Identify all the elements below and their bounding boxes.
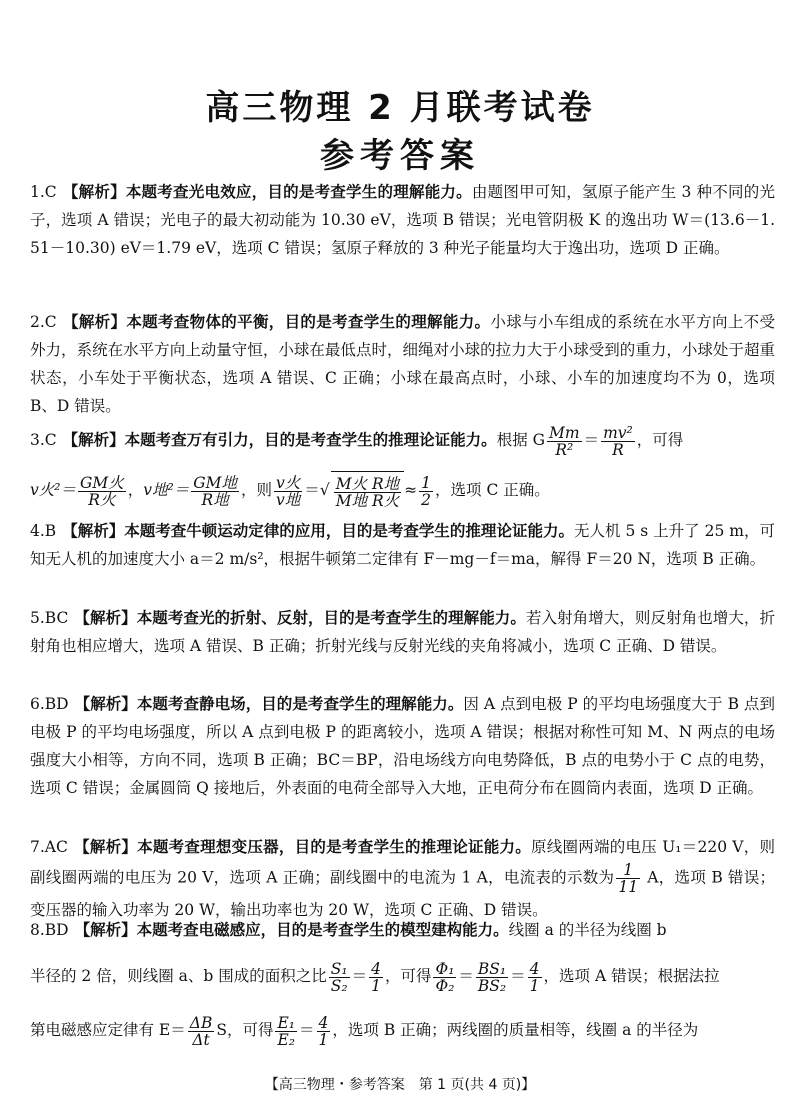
answer-body: 原线圈两端的电压 U₁＝220 V，则副线圈两端的电压为 20 V，选项 A 正确；副线圈中的电流为 1 A，电流表的示数为 (30, 838, 775, 887)
answer-body: 小球与小车组成的系统在水平方向上不受外力，系统在水平方向上动量守恒，小球在最低点时，细绳对小球的拉力大于小球受到的重力，小球处于超重状态，小车处于平衡状态，选项 A 错误、C 正确；小球在最高点时，小球、小车的加速度均不为 0，选项 B、D 错误。 (30, 313, 775, 415)
answer-2 (30, 308, 775, 420)
analysis-tag: 【解析】 (62, 183, 126, 201)
equals-sign: ＝ (583, 431, 600, 449)
fraction: $\frac{4}{1}$ (529, 959, 540, 995)
fraction: $\frac{\Delta B}{\Delta t}$ (189, 1013, 213, 1049)
answer-lead: 本题考查光的折射、反射，目的是考查学生的理解能力。 (136, 609, 526, 627)
answer-number: 7.AC (30, 838, 68, 856)
page-title: 高三物理 2 月联考试卷 (205, 88, 595, 128)
fraction: $\frac{\text{v火}}{\text{v地}}$ (276, 473, 301, 509)
answer-5 (30, 604, 775, 660)
fraction: $\frac{\text{mv²}}{R}$ (603, 423, 633, 459)
answer-body: 因 A 点到电极 P 的平均电场强度大于 B 点到电极 P 的平均电场强度，所以 A 点到电极 P 的距离较小，选项 A 错误；根据对称性可知 M、N 两点的电场强度大小相等，方向不同，选项 B 正确；BC＝BP，沿电场线方向电势降低，B 点的电势小于 C 点的电势，选项 C 错误；金属圆筒 Q 接地后，外表面的电荷全部导入大地，正电荷分布在圆筒内表面，选项 D 正确。 (30, 695, 775, 797)
answer-number: 5.BC (30, 609, 69, 627)
answer-3-formula: v火²＝ $\frac{\text{GM火}}{\text{R火}}$ ，v地²＝ $\frac{\text{GM地}}{\text{R地}}$ ，则 $\frac{\text{v火}}{\text{v地}}$ ＝√ $\frac{\text{M火 R地}}{\text{M地 R火}}$ ≈ $\frac{1}{2}$ ，选项 C 正确。 (30, 470, 775, 512)
answer-lead: 本题考查牛顿运动定律的应用，目的是考查学生的推理论证能力。 (124, 522, 574, 540)
answer-1 (30, 178, 775, 262)
answer-8-line3 (30, 1010, 775, 1050)
fraction: $\frac{1}{2}$ (421, 473, 432, 509)
equals-sign: ＝ (304, 481, 320, 499)
fraction: $\frac{4}{1}$ (371, 959, 381, 995)
analysis-tag: 【解析】 (62, 313, 127, 331)
answer-body: ，选项 A 错误；根据法拉 (543, 967, 720, 985)
equals-sign: ＝ (510, 967, 526, 985)
answer-body: 根据 G (496, 431, 545, 449)
approx-sign: ≈ (404, 481, 418, 499)
answer-7 (30, 832, 775, 925)
fraction: $\frac{4}{1}$ (318, 1013, 329, 1049)
answer-4 (30, 517, 775, 573)
fraction: $\frac{\text{E₁}}{\text{E₂}}$ (277, 1013, 295, 1049)
answer-number: 8.BD (30, 921, 69, 939)
answer-body: 半径的 2 倍，则线圈 a、b 围成的面积之比 (30, 967, 327, 985)
answer-lead: 本题考查物体的平衡，目的是考查学生的理解能力。 (126, 313, 491, 331)
answer-8 (30, 916, 775, 944)
fraction: $\frac{\text{GM地}}{\text{R地}}$ (193, 473, 238, 509)
fraction: $\frac{\text{S₁}}{\text{S₂}}$ (330, 959, 348, 995)
fraction: $\frac{\text{BS₁}}{\text{BS₂}}$ (477, 959, 507, 995)
answer-body: 第电磁感应定律有 E＝ (30, 1021, 186, 1039)
answer-number: 3.C (30, 431, 57, 449)
analysis-tag: 【解析】 (74, 695, 137, 713)
answer-body: ，选项 B 正确；两线圈的质量相等，线圈 a 的半径为 (332, 1021, 699, 1039)
analysis-tag: 【解析】 (74, 921, 137, 939)
answer-lead: 本题考查静电场，目的是考查学生的理解能力。 (136, 695, 464, 713)
answer-body: ，选项 C 正确。 (435, 481, 550, 499)
page-subtitle: 参考答案 (320, 136, 480, 176)
answer-body: 若入射角增大，则反射角也增大，折射角也相应增大，选项 A 错误、B 正确；折射光线与反射光线的夹角将减小，选项 C 正确、D 错误。 (30, 609, 775, 655)
answer-number: 6.BD (30, 695, 69, 713)
answer-body: 由题图甲可知，氢原子能产生 3 种不同的光子，选项 A 错误；光电子的最大初动能为 10.30 eV，选项 B 错误；光电管阴极 K 的逸出功 W＝(13.6－1.51－10.30) eV＝1.79 eV，选项 C 错误；氢原子释放的 3 种光子能量均大于逸出功，选项 D 正确。 (30, 183, 775, 257)
analysis-tag: 【解析】 (74, 609, 137, 627)
answer-lead: 本题考查光电效应，目的是考查学生的理解能力。 (125, 183, 472, 201)
answer-8-line2 (30, 956, 775, 996)
formula-term: ，则 (241, 481, 273, 499)
equals-sign: ＝ (351, 967, 368, 985)
answer-body: ，可得 (636, 431, 684, 449)
equals-sign: ＝ (458, 967, 474, 985)
answer-number: 1.C (30, 183, 57, 201)
fraction: $\frac{1}{11}$ (618, 861, 639, 896)
answer-number: 2.C (30, 313, 57, 331)
answer-body: 无人机 5 s 上升了 25 m，可知无人机的加速度大小 a＝2 m/s²，根据牛顿第二定律有 F－mg－f＝ma，解得 F＝20 N，选项 B 正确。 (30, 522, 775, 568)
answer-body: A，选项 B 错误；变压器的输入功率为 20 W，输出功率也为 20 W，选项 C 正确、D 错误。 (30, 868, 775, 919)
answer-number: 4.B (30, 522, 57, 540)
page-footer: 【高三物理・参考答案 第 1 页(共 4 页)】 (264, 1077, 536, 1093)
analysis-tag: 【解析】 (62, 522, 125, 540)
separator: ， (127, 481, 144, 499)
answer-body: ，可得 (384, 967, 432, 985)
answer-lead: 本题考查电磁感应，目的是考查学生的模型建构能力。 (136, 921, 509, 939)
formula-term: v地²＝ (143, 481, 190, 499)
answer-6 (30, 690, 775, 802)
answer-lead: 本题考查理想变压器，目的是考查学生的推理论证能力。 (137, 838, 531, 856)
formula-term: v火²＝ (30, 481, 76, 499)
answer-body: S，可得 (216, 1021, 274, 1039)
answer-lead: 本题考查万有引力，目的是考查学生的推理论证能力。 (124, 431, 497, 449)
analysis-tag: 【解析】 (73, 838, 138, 856)
analysis-tag: 【解析】 (62, 431, 125, 449)
fraction: $\frac{\text{GM火}}{\text{R火}}$ (79, 473, 124, 509)
answer-body: 线圈 a 的半径为线圈 b (508, 921, 667, 939)
equals-sign: ＝ (299, 1021, 315, 1039)
fraction: $\frac{\text{Φ₁}}{\text{Φ₂}}$ (435, 959, 455, 995)
radical: $\frac{\text{M火 R地}}{\text{M地 R火}}$ (331, 471, 404, 512)
answer-3 (30, 420, 775, 460)
fraction: $\frac{Mm}{\text{R²}}$ (549, 423, 580, 459)
